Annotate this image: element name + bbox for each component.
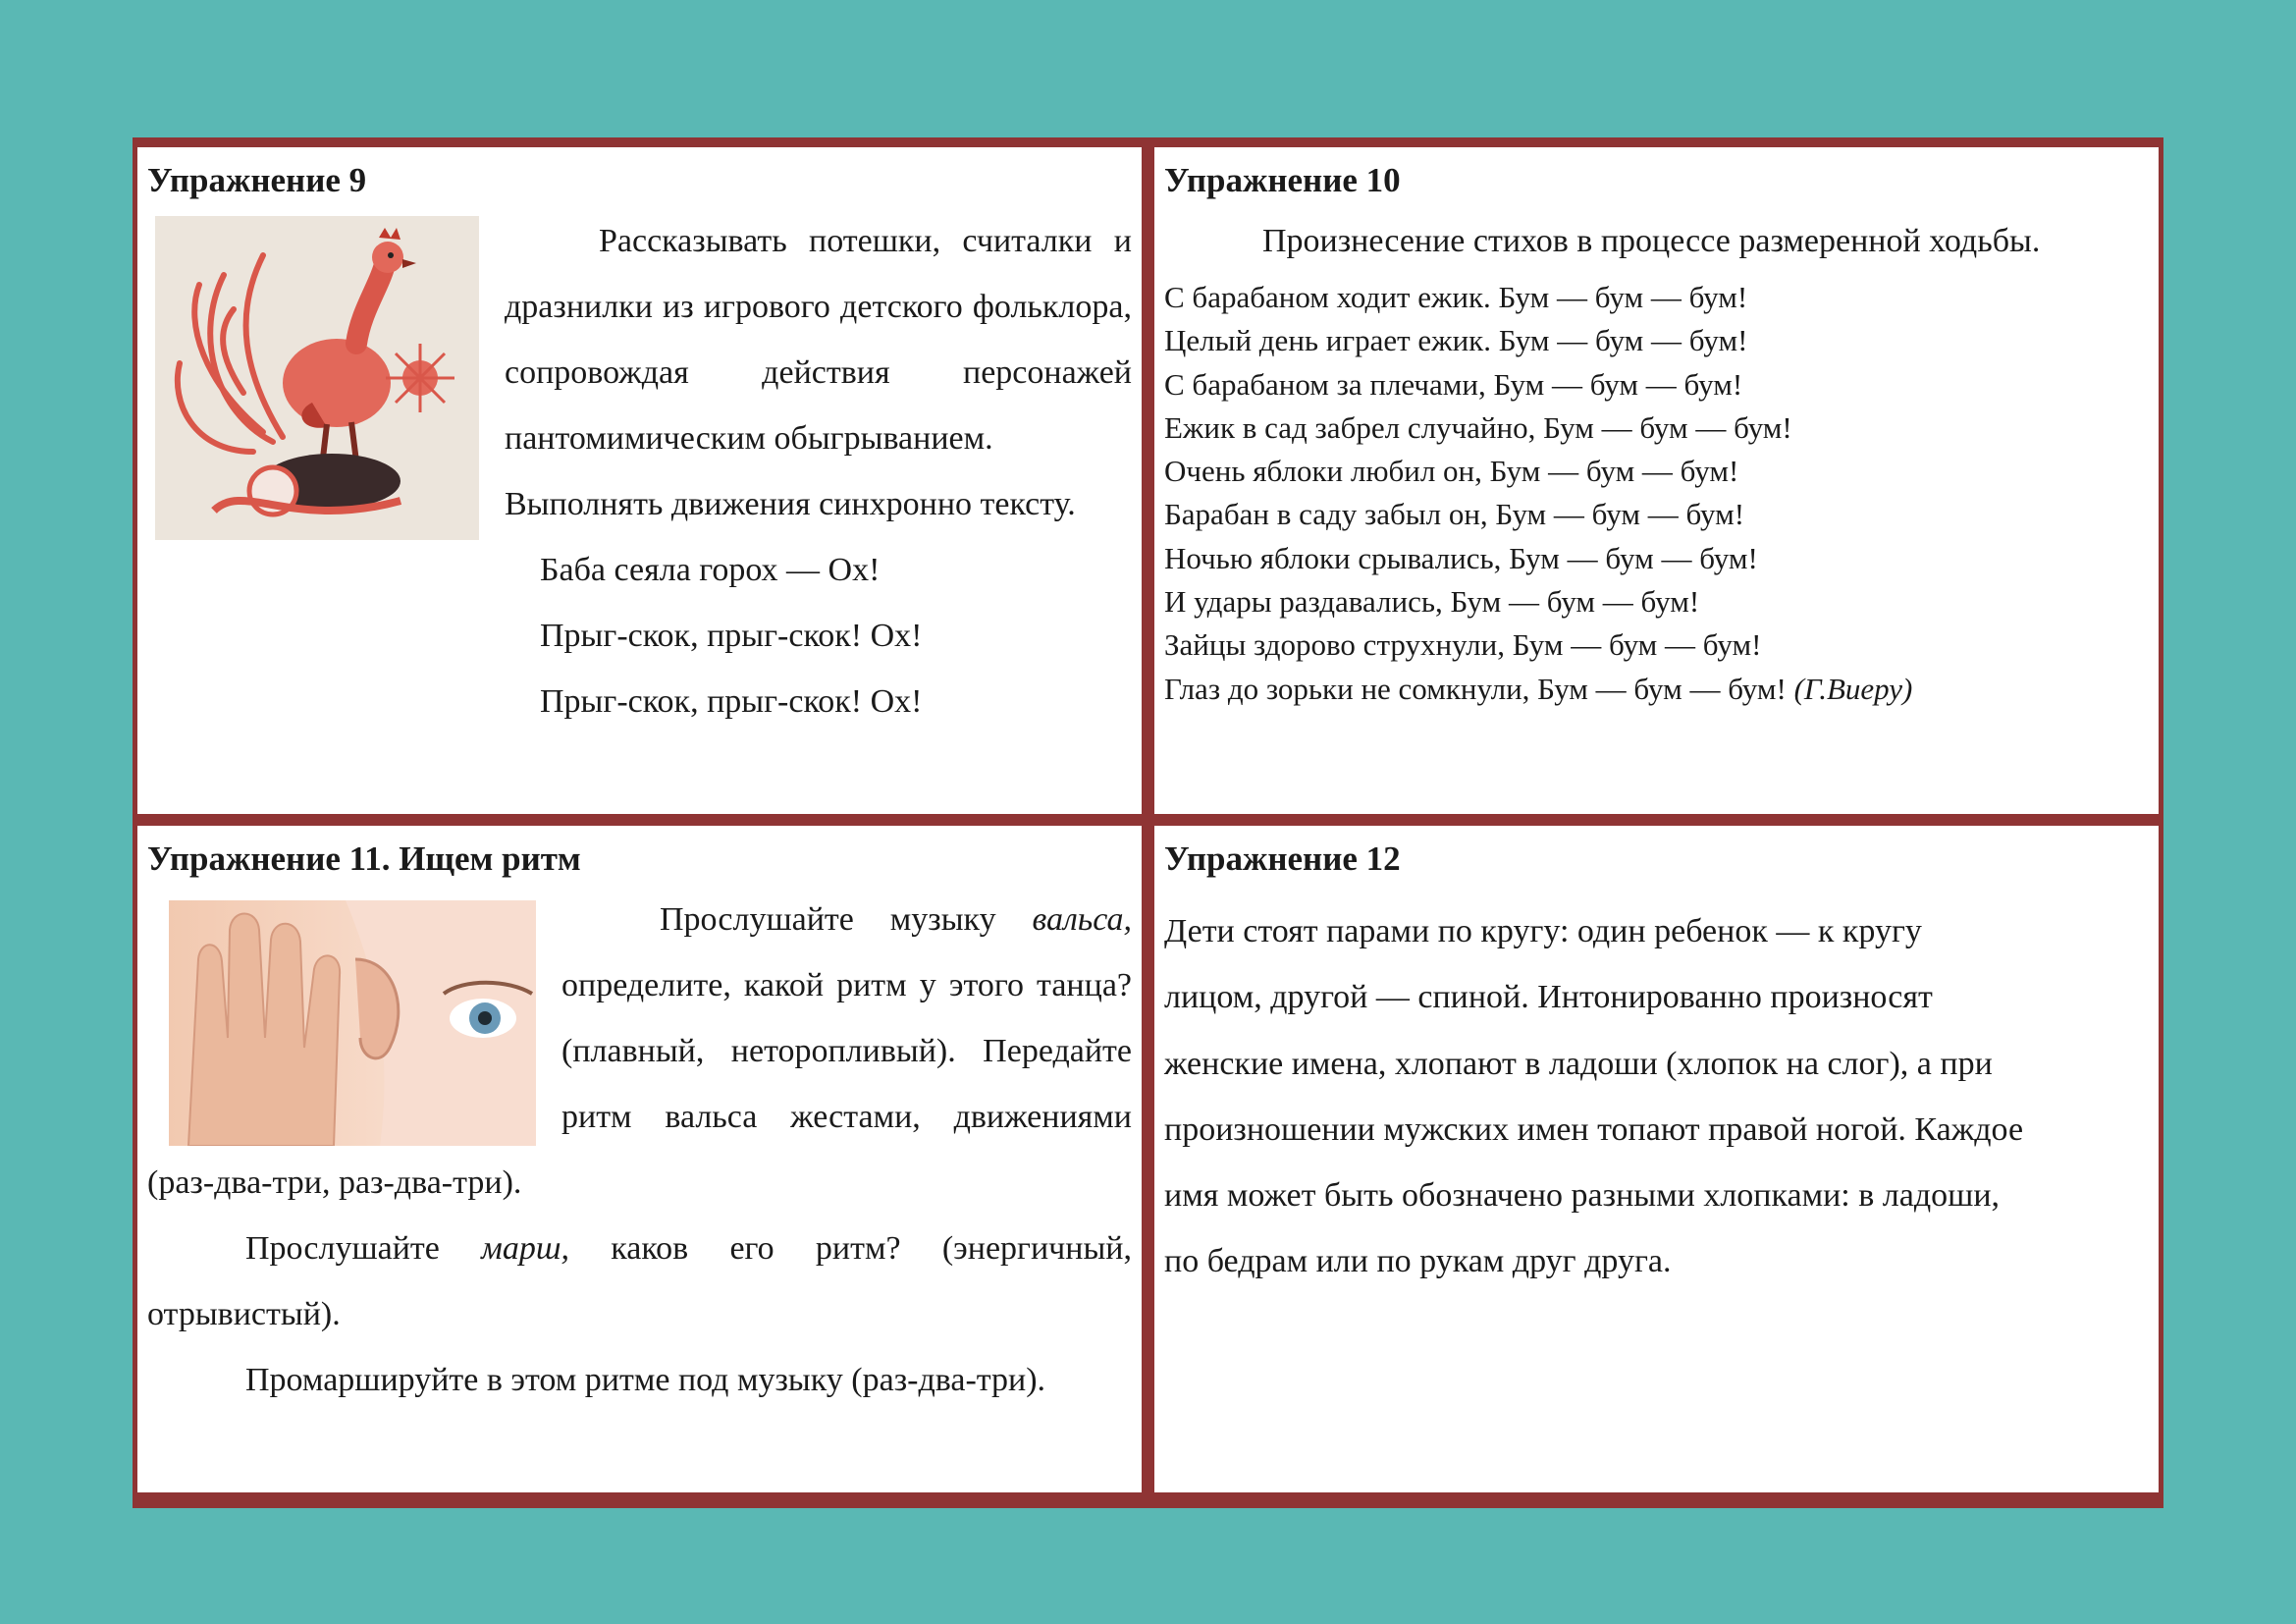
p2-end: каков его ритм? (энергичный, отрывистый). bbox=[147, 1230, 1133, 1332]
verse-line: Ежик в сад забрел случайно, Бум — бум — бум! bbox=[1164, 409, 1792, 445]
exercise-12-panel bbox=[1154, 826, 2159, 1492]
verse-line: Глаз до зорьки не сомкнули, Бум — бум — бум! bbox=[1164, 671, 1787, 706]
poem-line: Баба сеяла горох — Ох! bbox=[540, 552, 881, 588]
verse-line: С барабаном за плечами, Бум — бум — бум! bbox=[1164, 366, 1743, 402]
exercise-9-instruction: Рассказывать потешки, считалки и дразнилки из игрового детского фольклора, сопровождая действия персонажей пантомимическим обыгрыванием. bbox=[505, 223, 1132, 457]
p1-start: Прослушайте музыку bbox=[660, 901, 1033, 938]
exercise-12-body bbox=[1164, 898, 2149, 1295]
exercise-11-title: Упражнение 11. Ищем ритм bbox=[147, 839, 581, 878]
p2-emphasis: марш, bbox=[481, 1230, 570, 1267]
exercise-10-panel bbox=[1154, 147, 2159, 814]
verse-line-last bbox=[1164, 668, 2149, 711]
text-line: женские имена, хлопают в ладоши (хлопок на слог), а при bbox=[1164, 1045, 1993, 1082]
exercise-9-instruction-2: Выполнять движения синхронно тексту. bbox=[505, 486, 1076, 522]
p2-start: Прослушайте bbox=[245, 1230, 482, 1267]
poem-line: Прыг-скок, прыг-скок! Ох! bbox=[540, 683, 923, 720]
p1-emphasis: вальса, bbox=[1032, 901, 1132, 938]
exercise-9-poem bbox=[147, 537, 1132, 734]
verse-line: Ночью яблоки срывались, Бум — бум — бум! bbox=[1164, 540, 1758, 575]
exercise-12-title: Упражнение 12 bbox=[1164, 839, 1401, 878]
text-line: лицом, другой — спиной. Интонированно произносят bbox=[1164, 979, 1933, 1016]
verse-line: Барабан в саду забыл он, Бум — бум — бум! bbox=[1164, 497, 1745, 532]
poem-line: Прыг-скок, прыг-скок! Ох! bbox=[540, 618, 923, 654]
exercise-10-verse bbox=[1164, 276, 2149, 711]
exercise-9-panel bbox=[137, 147, 1142, 814]
exercise-11-panel bbox=[137, 826, 1142, 1492]
rooster-illustration bbox=[155, 216, 479, 540]
text-line: Дети стоят парами по кругу: один ребенок — к кругу bbox=[1164, 913, 1922, 949]
verse-line: Зайцы здорово струхнули, Бум — бум — бум! bbox=[1164, 627, 1762, 663]
ear-listening-photo bbox=[169, 900, 536, 1146]
verse-line: Очень яблоки любил он, Бум — бум — бум! bbox=[1164, 454, 1739, 489]
exercise-10-intro: Произнесение стихов в процессе размеренной ходьбы. bbox=[1262, 223, 2041, 259]
verse-line: Целый день играет ежик. Бум — бум — бум! bbox=[1164, 323, 1748, 358]
exercise-9-title: Упражнение 9 bbox=[147, 161, 367, 199]
exercise-11-paragraph-2 bbox=[147, 1216, 1132, 1347]
verse-line: С барабаном ходит ежик. Бум — бум — бум! bbox=[1164, 280, 1748, 314]
exercise-grid bbox=[133, 137, 2163, 1508]
exercise-10-title: Упражнение 10 bbox=[1164, 161, 1401, 199]
verse-line: И удары раздавались, Бум — бум — бум! bbox=[1164, 584, 1700, 620]
text-line: имя может быть обозначено разными хлопками: в ладоши, bbox=[1164, 1177, 2001, 1215]
text-line: произношении мужских имен топают правой ногой. Каждое bbox=[1164, 1110, 2024, 1148]
verse-author: (Г.Виеру) bbox=[1793, 671, 1913, 706]
exercise-11-paragraph-3: Промаршируйте в этом ритме под музыку (раз-два-три). bbox=[245, 1362, 1046, 1398]
p1-end: определите, какой ритм у этого танца? (плавный, неторопливый). Передайте ритм вальса жестами, движениями (раз-два-три, раз-два-три). bbox=[147, 967, 1132, 1201]
text-line: по бедрам или по рукам друг друга. bbox=[1164, 1243, 1672, 1280]
